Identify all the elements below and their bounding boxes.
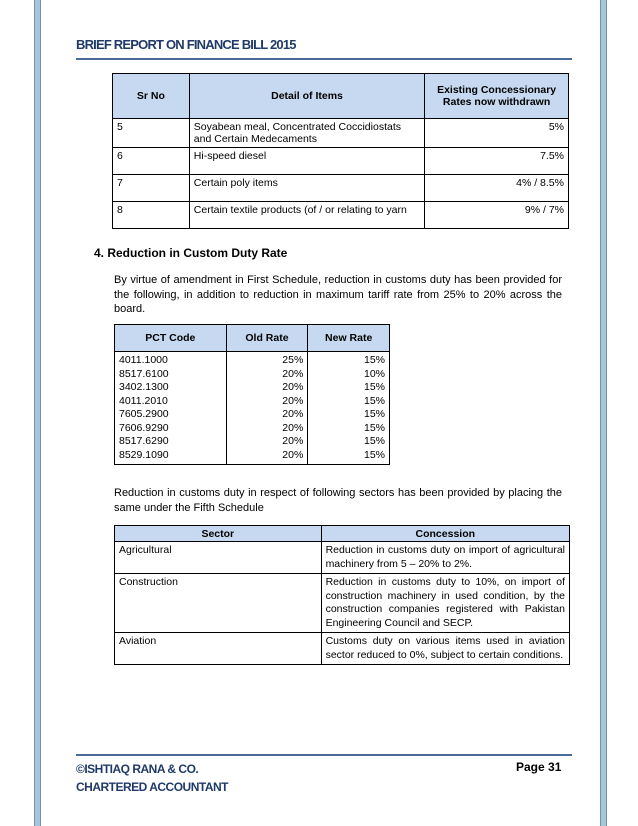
footer-divider (76, 754, 572, 756)
column-header-concession: Concession (321, 526, 569, 542)
old-rate: 20% (282, 435, 304, 447)
pct-code: 4011.2010 (119, 394, 168, 407)
new-rate: 15% (363, 435, 385, 447)
table-row (113, 202, 569, 229)
item-cell: Soyabean meal, Concentrated Coccidiostats and Certain Medecaments (189, 119, 424, 148)
item-cell: Certain poly items (189, 175, 424, 202)
column-header-old-rate: Old Rate (226, 325, 308, 352)
rate-cell: 5% (425, 119, 569, 148)
right-border-bar (600, 0, 607, 826)
column-header-rates: Existing Concessionary Rates now withdrawn (425, 74, 569, 119)
fifth-schedule-paragraph: Reduction in customs duty in respect of following sectors has been provided by placing the same under the Fifth Schedule (114, 487, 562, 514)
pct-code: 8529.1090 (119, 448, 169, 461)
pct-code: 8517.6100 (119, 367, 169, 380)
table-row (115, 574, 570, 633)
pct-code: 7606.9290 (119, 421, 169, 434)
rate-cell: 7.5% (425, 148, 569, 175)
old-rate: 20% (282, 367, 304, 380)
table-header-row (113, 74, 569, 119)
new-rate: 15% (363, 448, 385, 461)
table-row (115, 542, 570, 574)
new-rate: 15% (363, 421, 385, 434)
sr-no-cell: 8 (113, 202, 190, 229)
table-header-row (115, 526, 570, 542)
column-header-detail: Detail of Items (189, 74, 424, 119)
section-heading: 4. Reduction in Custom Duty Rate (94, 246, 288, 260)
old-rates-cell (226, 352, 308, 465)
new-rates-cell (308, 352, 390, 465)
header-divider (76, 58, 572, 60)
left-border-bar (34, 0, 41, 826)
table-row (113, 175, 569, 202)
new-rate: 15% (363, 394, 385, 407)
pct-code: 4011.1000 (119, 354, 168, 366)
new-rate: 15% (363, 381, 385, 393)
sector-cell: Construction (115, 574, 322, 633)
column-header-new-rate: New Rate (308, 325, 390, 352)
sector-cell: Agricultural (115, 542, 322, 574)
old-rate: 20% (282, 394, 304, 407)
new-rate: 15% (363, 408, 385, 420)
sector-cell: Aviation (115, 633, 322, 665)
column-header-sr-no: Sr No (113, 74, 190, 119)
column-header-pct-code: PCT Code (115, 325, 227, 352)
new-rate: 10% (363, 367, 385, 380)
table-row (115, 633, 570, 665)
pct-code: 3402.1300 (119, 381, 169, 393)
sr-no-cell: 6 (113, 148, 190, 175)
sr-no-cell: 5 (113, 119, 190, 148)
concession-cell: Reduction in customs duty on import of agricultural machinery from 5 – 20% to 2%. (321, 542, 569, 574)
withdrawn-concessions-table (112, 73, 569, 229)
concession-cell: Reduction in customs duty to 10%, on import of construction machinery in used condition, by the construction companies registered with Pakistan Engineering Council and SECP. (321, 574, 569, 633)
table-row (113, 119, 569, 148)
concession-cell: Customs duty on various items used in aviation sector reduced to 0%, subject to certain conditions. (321, 633, 569, 665)
page-number: Page 31 (516, 760, 562, 774)
pct-code-rates-table (114, 324, 390, 465)
page-header-title: BRIEF REPORT ON FINANCE BILL 2015 (76, 37, 296, 52)
section-intro-paragraph: By virtue of amendment in First Schedule, reduction in customs duty has been provided for the following, in addition to reduction in maximum tariff rate from 25% to 20% across the board. (114, 274, 562, 315)
old-rate: 20% (282, 408, 304, 420)
old-rate: 20% (282, 421, 304, 434)
table-header-row (115, 325, 390, 352)
column-header-sector: Sector (115, 526, 322, 542)
footer-firm-subtitle: CHARTERED ACCOUNTANT (76, 780, 228, 794)
pct-codes-cell (115, 352, 227, 465)
footer-firm-name: ©ISHTIAQ RANA & CO. (76, 762, 199, 776)
table-row (113, 148, 569, 175)
footer-firm-block (76, 760, 228, 796)
pct-code: 8517.6290 (119, 435, 169, 447)
rate-cell: 4% / 8.5% (425, 175, 569, 202)
sr-no-cell: 7 (113, 175, 190, 202)
pct-code: 7605.2900 (119, 408, 169, 420)
old-rate: 25% (282, 354, 304, 366)
item-cell: Hi-speed diesel (189, 148, 424, 175)
item-cell: Certain textile products (of / or relating to yarn (189, 202, 424, 229)
rate-cell: 9% / 7% (425, 202, 569, 229)
new-rate: 15% (363, 354, 385, 366)
sector-concession-table (114, 525, 570, 665)
table-row (115, 352, 390, 465)
old-rate: 20% (282, 381, 304, 393)
old-rate: 20% (282, 448, 304, 461)
